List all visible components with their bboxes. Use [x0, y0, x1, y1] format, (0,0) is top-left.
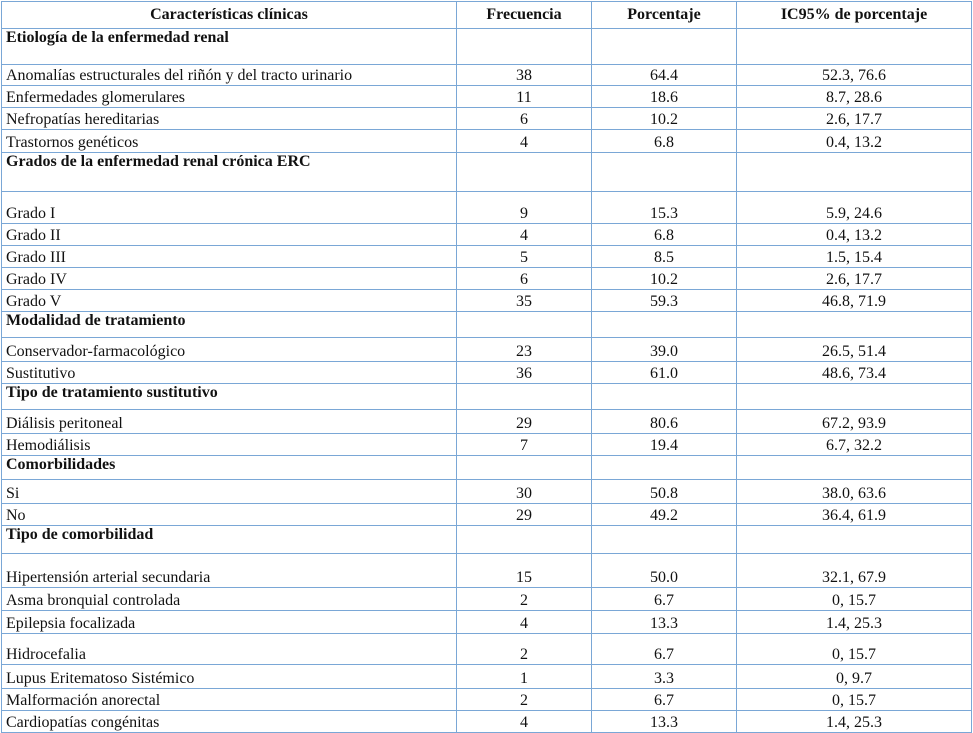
row-label: Grado II [2, 224, 457, 246]
frequency-cell: 2 [457, 634, 592, 665]
empty-cell [457, 153, 592, 192]
section-title: Modalidad de tratamiento [2, 312, 457, 338]
ci95-cell: 0, 15.7 [737, 689, 972, 711]
percentage-cell: 80.6 [592, 410, 737, 434]
table-row [2, 130, 972, 153]
empty-cell [592, 456, 737, 480]
header-percentage: Porcentaje [592, 2, 737, 29]
ci95-cell: 67.2, 93.9 [737, 410, 972, 434]
percentage-cell: 6.8 [592, 224, 737, 246]
empty-cell [457, 456, 592, 480]
header-characteristics: Características clínicas [2, 2, 457, 29]
empty-cell [592, 153, 737, 192]
table-row [2, 362, 972, 384]
table-row [2, 108, 972, 130]
frequency-cell: 6 [457, 268, 592, 290]
row-label: Cardiopatías congénitas [2, 711, 457, 733]
section-row [2, 153, 972, 192]
row-label: Sustitutivo [2, 362, 457, 384]
empty-cell [592, 384, 737, 410]
frequency-cell: 5 [457, 246, 592, 268]
empty-cell [737, 456, 972, 480]
row-label: Malformación anorectal [2, 689, 457, 711]
percentage-cell: 6.8 [592, 130, 737, 153]
section-title: Tipo de comorbilidad [2, 526, 457, 554]
section-row [2, 456, 972, 480]
ci95-cell: 26.5, 51.4 [737, 338, 972, 362]
frequency-cell: 15 [457, 554, 592, 588]
row-label: Grado V [2, 290, 457, 312]
empty-cell [592, 312, 737, 338]
ci95-cell: 46.8, 71.9 [737, 290, 972, 312]
row-label: Epilepsia focalizada [2, 611, 457, 634]
percentage-cell: 50.8 [592, 480, 737, 504]
empty-cell [592, 29, 737, 65]
ci95-cell: 52.3, 76.6 [737, 65, 972, 86]
percentage-cell: 49.2 [592, 504, 737, 526]
table-row [2, 192, 972, 224]
table-row [2, 65, 972, 86]
frequency-cell: 6 [457, 108, 592, 130]
table-row [2, 224, 972, 246]
row-label: Hemodiálisis [2, 434, 457, 456]
empty-cell [457, 29, 592, 65]
table-row [2, 480, 972, 504]
percentage-cell: 10.2 [592, 268, 737, 290]
frequency-cell: 30 [457, 480, 592, 504]
table-row [2, 689, 972, 711]
table-row [2, 554, 972, 588]
header-ci95: IC95% de porcentaje [737, 2, 972, 29]
ci95-cell: 0.4, 13.2 [737, 224, 972, 246]
percentage-cell: 6.7 [592, 588, 737, 611]
ci95-cell: 0, 15.7 [737, 588, 972, 611]
frequency-cell: 9 [457, 192, 592, 224]
section-title: Tipo de tratamiento sustitutivo [2, 384, 457, 410]
section-row [2, 384, 972, 410]
row-label: Hipertensión arterial secundaria [2, 554, 457, 588]
clinical-characteristics-table [1, 1, 972, 733]
section-title: Etiología de la enfermedad renal [2, 29, 457, 65]
ci95-cell: 36.4, 61.9 [737, 504, 972, 526]
empty-cell [737, 384, 972, 410]
percentage-cell: 13.3 [592, 711, 737, 733]
frequency-cell: 2 [457, 588, 592, 611]
section-row [2, 29, 972, 65]
ci95-cell: 1.5, 15.4 [737, 246, 972, 268]
ci95-cell: 38.0, 63.6 [737, 480, 972, 504]
row-label: Diálisis peritoneal [2, 410, 457, 434]
table-row [2, 504, 972, 526]
frequency-cell: 4 [457, 611, 592, 634]
empty-cell [457, 526, 592, 554]
percentage-cell: 18.6 [592, 86, 737, 108]
frequency-cell: 4 [457, 711, 592, 733]
frequency-cell: 23 [457, 338, 592, 362]
frequency-cell: 4 [457, 224, 592, 246]
percentage-cell: 10.2 [592, 108, 737, 130]
row-label: Lupus Eritematoso Sistémico [2, 665, 457, 689]
row-label: Grado III [2, 246, 457, 268]
ci95-cell: 0, 15.7 [737, 634, 972, 665]
row-label: Anomalías estructurales del riñón y del tracto urinario [2, 65, 457, 86]
percentage-cell: 8.5 [592, 246, 737, 268]
header-row [2, 2, 972, 29]
header-frequency: Frecuencia [457, 2, 592, 29]
table-row [2, 268, 972, 290]
row-label: Trastornos genéticos [2, 130, 457, 153]
ci95-cell: 1.4, 25.3 [737, 711, 972, 733]
table-row [2, 86, 972, 108]
ci95-cell: 5.9, 24.6 [737, 192, 972, 224]
row-label: Grado IV [2, 268, 457, 290]
percentage-cell: 6.7 [592, 689, 737, 711]
empty-cell [592, 526, 737, 554]
empty-cell [457, 312, 592, 338]
section-row [2, 312, 972, 338]
frequency-cell: 38 [457, 65, 592, 86]
ci95-cell: 1.4, 25.3 [737, 611, 972, 634]
section-title: Grados de la enfermedad renal crónica ERC [2, 153, 457, 192]
table-row [2, 434, 972, 456]
percentage-cell: 19.4 [592, 434, 737, 456]
percentage-cell: 13.3 [592, 611, 737, 634]
table-body [2, 29, 972, 733]
table-row [2, 588, 972, 611]
section-title: Comorbilidades [2, 456, 457, 480]
ci95-cell: 2.6, 17.7 [737, 108, 972, 130]
frequency-cell: 29 [457, 410, 592, 434]
ci95-cell: 6.7, 32.2 [737, 434, 972, 456]
row-label: Grado I [2, 192, 457, 224]
percentage-cell: 6.7 [592, 634, 737, 665]
ci95-cell: 48.6, 73.4 [737, 362, 972, 384]
table-row [2, 290, 972, 312]
row-label: Asma bronquial controlada [2, 588, 457, 611]
percentage-cell: 3.3 [592, 665, 737, 689]
empty-cell [737, 29, 972, 65]
ci95-cell: 32.1, 67.9 [737, 554, 972, 588]
ci95-cell: 2.6, 17.7 [737, 268, 972, 290]
frequency-cell: 11 [457, 86, 592, 108]
percentage-cell: 64.4 [592, 65, 737, 86]
percentage-cell: 50.0 [592, 554, 737, 588]
frequency-cell: 29 [457, 504, 592, 526]
row-label: Conservador-farmacológico [2, 338, 457, 362]
frequency-cell: 7 [457, 434, 592, 456]
table-row [2, 665, 972, 689]
table-row [2, 634, 972, 665]
frequency-cell: 35 [457, 290, 592, 312]
row-label: No [2, 504, 457, 526]
table-row [2, 338, 972, 362]
frequency-cell: 1 [457, 665, 592, 689]
percentage-cell: 39.0 [592, 338, 737, 362]
percentage-cell: 59.3 [592, 290, 737, 312]
frequency-cell: 36 [457, 362, 592, 384]
row-label: Enfermedades glomerulares [2, 86, 457, 108]
empty-cell [737, 153, 972, 192]
table-row [2, 611, 972, 634]
section-row [2, 526, 972, 554]
ci95-cell: 0, 9.7 [737, 665, 972, 689]
table-row [2, 711, 972, 733]
row-label: Nefropatías hereditarias [2, 108, 457, 130]
empty-cell [737, 526, 972, 554]
frequency-cell: 2 [457, 689, 592, 711]
ci95-cell: 0.4, 13.2 [737, 130, 972, 153]
percentage-cell: 15.3 [592, 192, 737, 224]
frequency-cell: 4 [457, 130, 592, 153]
percentage-cell: 61.0 [592, 362, 737, 384]
empty-cell [457, 384, 592, 410]
empty-cell [737, 312, 972, 338]
table-row [2, 246, 972, 268]
ci95-cell: 8.7, 28.6 [737, 86, 972, 108]
row-label: Hidrocefalia [2, 634, 457, 665]
table-row [2, 410, 972, 434]
row-label: Si [2, 480, 457, 504]
